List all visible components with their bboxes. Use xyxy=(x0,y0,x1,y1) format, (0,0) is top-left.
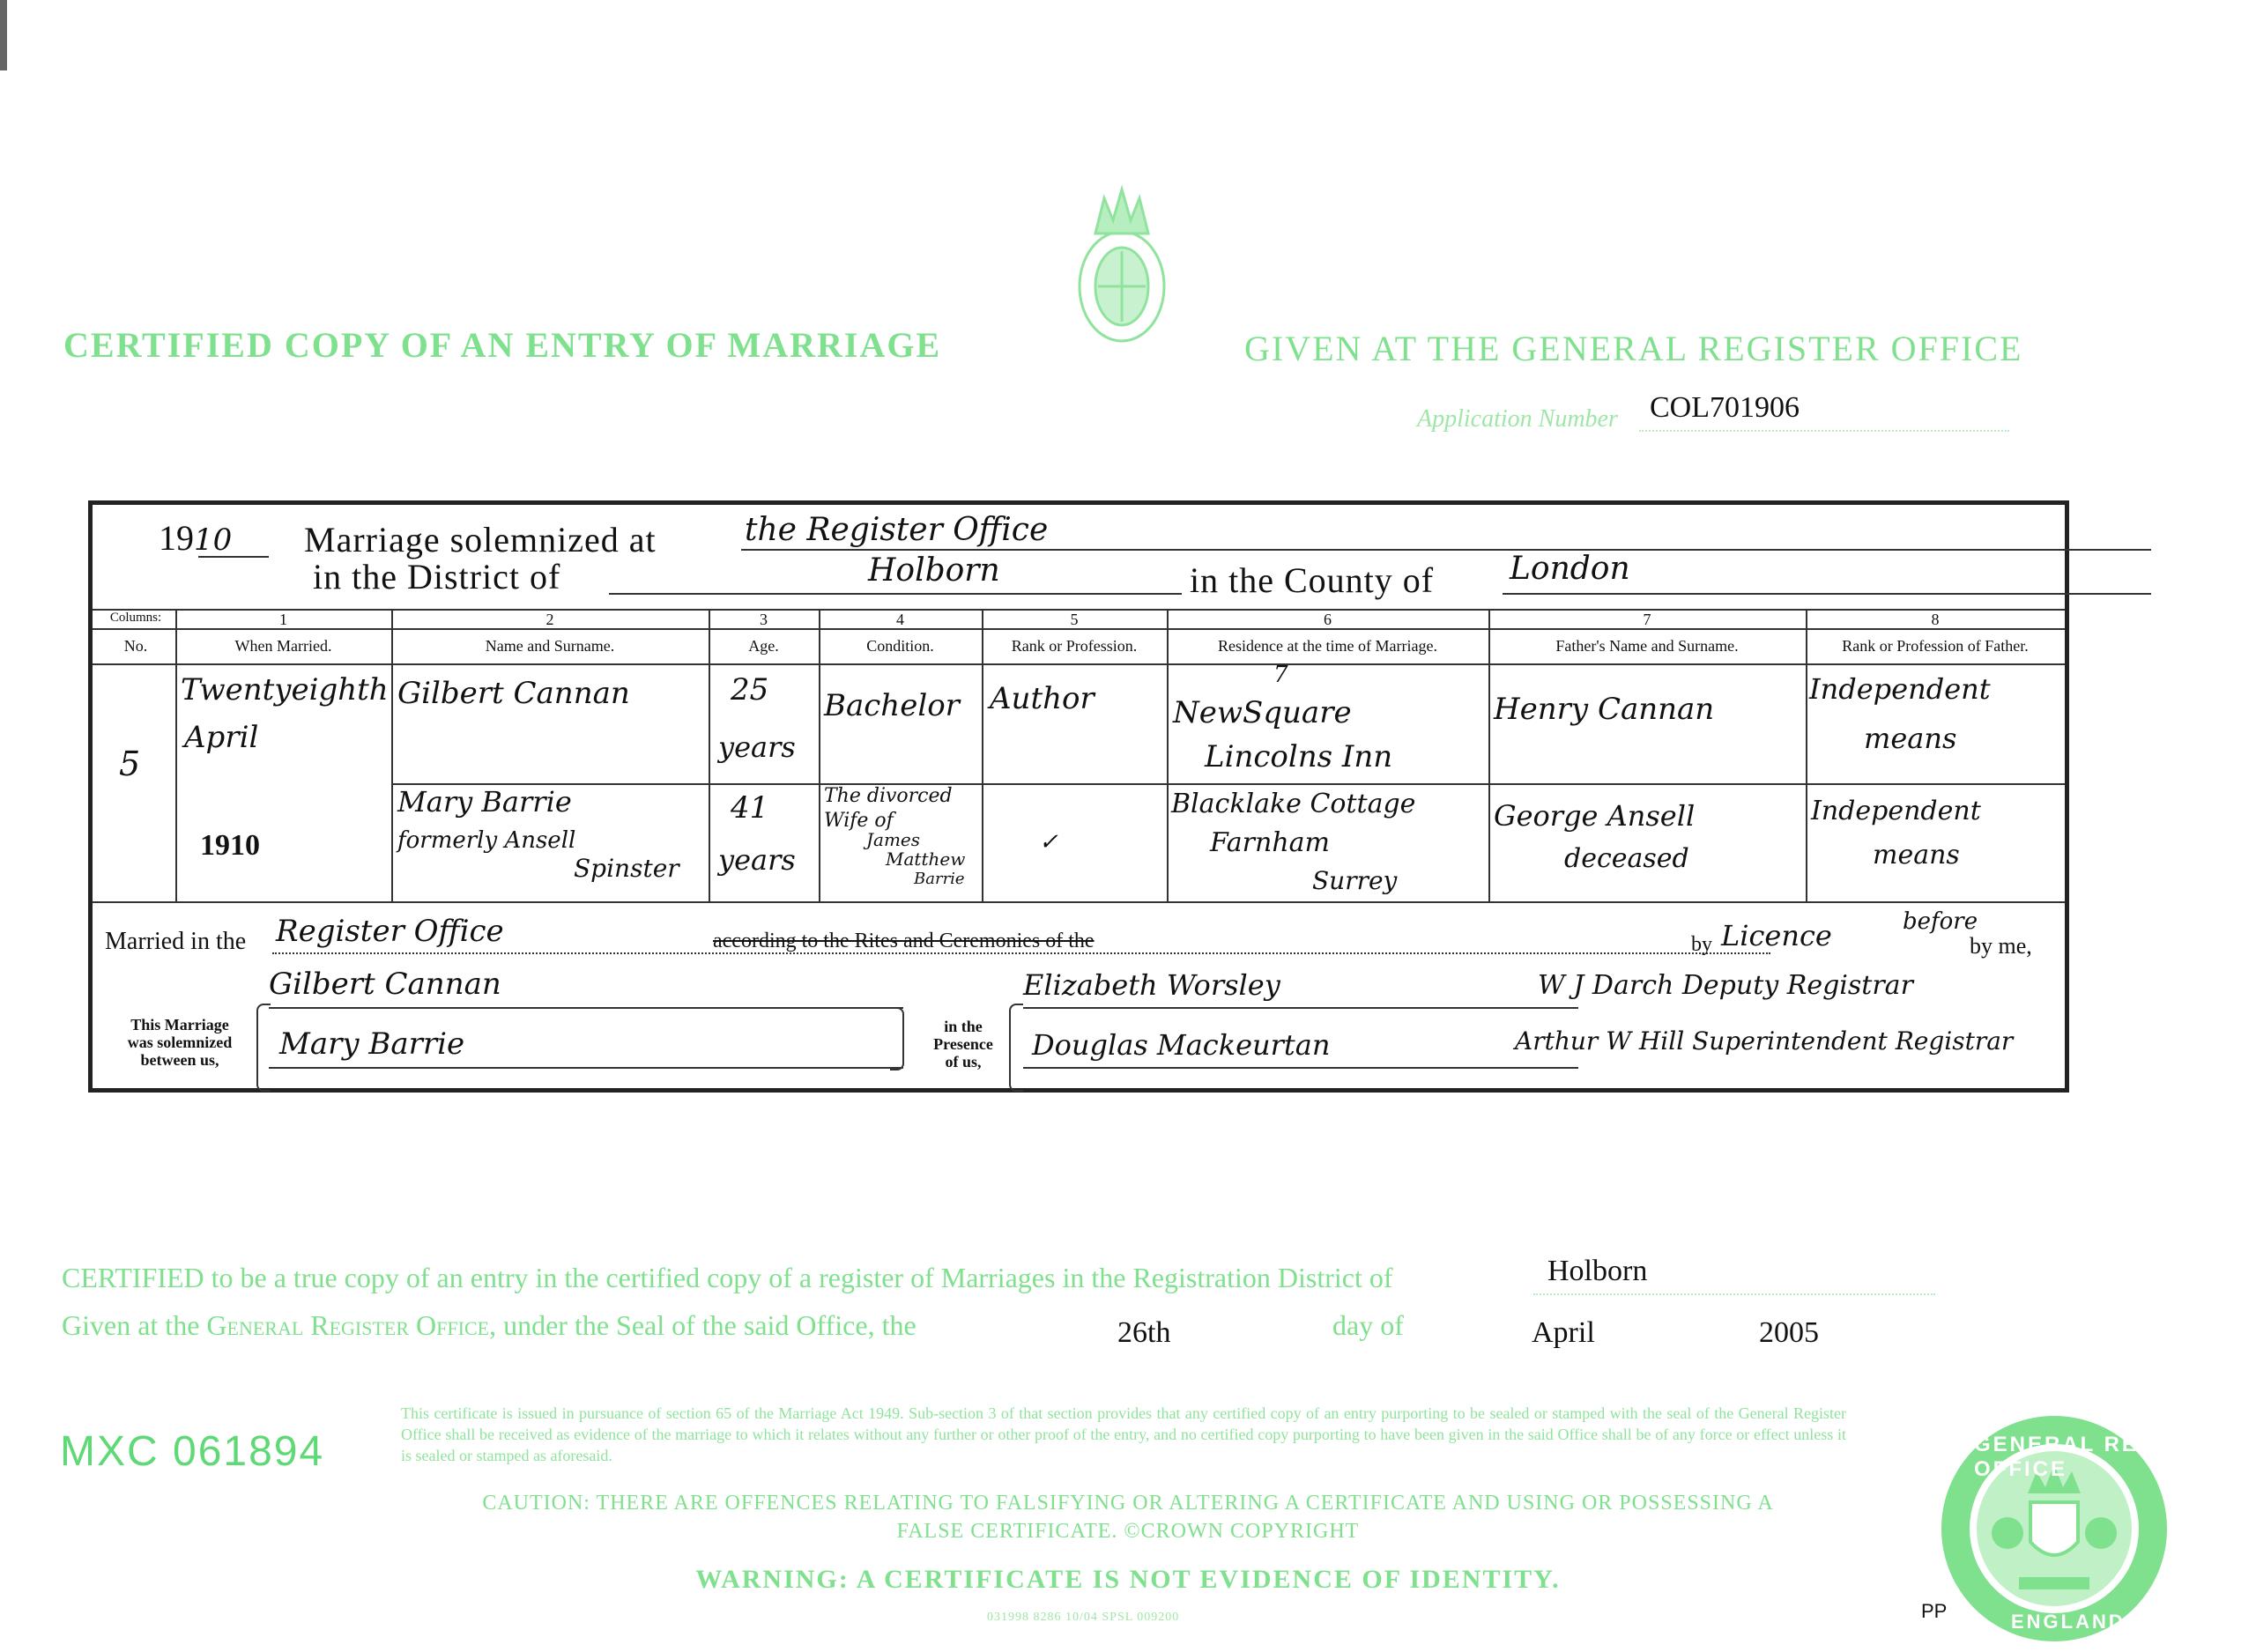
when-married-day: Twentyeighth xyxy=(181,672,389,707)
bride-condition-3: James xyxy=(866,829,921,850)
bride-condition-5: Barrie xyxy=(914,870,965,888)
county-line xyxy=(1503,593,2151,595)
bride-status: Spinster xyxy=(574,854,679,883)
bride-residence-3: Surrey xyxy=(1312,866,1398,895)
solemnized-at-value: the Register Office xyxy=(745,512,1049,548)
identity-warning: WARNING: A CERTIFICATE IS NOT EVIDENCE OF IDENTITY. xyxy=(695,1565,1561,1594)
certification-statement: CERTIFIED to be a true copy of an entry in the certified copy of a register of Marriages in the Registration District of xyxy=(62,1262,1393,1293)
solemnized-between-label xyxy=(105,1016,255,1069)
year-label xyxy=(159,517,232,559)
witness-2-signature: Douglas Mackeurtan xyxy=(1032,1028,1331,1062)
party-2-line xyxy=(269,1067,903,1069)
groom-age: 25 xyxy=(731,672,769,707)
witness-1-line xyxy=(1023,1007,1578,1009)
application-number: COL701906 xyxy=(1650,391,1800,424)
caution-line-2: FALSE CERTIFICATE. ©CROWN COPYRIGHT xyxy=(896,1520,1360,1543)
year-prefix: 19 xyxy=(159,518,194,558)
bride-age: 41 xyxy=(731,790,769,826)
groom-father-profession-1: Independent xyxy=(1809,672,1991,706)
groom-name: Gilbert Cannan xyxy=(397,676,630,711)
by-label: by xyxy=(1691,933,1712,956)
party-1-signature: Gilbert Cannan xyxy=(269,967,501,1002)
solemnized-between-label-2: was solemnized xyxy=(127,1033,233,1051)
groom-profession: Author xyxy=(990,681,1095,716)
witness-1-signature: Elizabeth Worsley xyxy=(1023,968,1280,1002)
solemnized-line xyxy=(741,549,2151,551)
groom-father-profession-2: means xyxy=(1864,722,1957,755)
day-of-label: day of xyxy=(1332,1309,1404,1341)
royal-crest-icon xyxy=(1065,181,1179,361)
given-at-text-a: Given at the xyxy=(62,1309,200,1341)
rites-label: according to the Rites and Ceremonies of the xyxy=(713,930,1095,952)
district-value: Holborn xyxy=(868,552,1000,589)
certificate-serial-number: MXC 061894 xyxy=(60,1428,325,1475)
header-age: Age. xyxy=(748,637,779,655)
by-value: Licence xyxy=(1721,919,1832,952)
bride-condition-1: The divorced xyxy=(824,785,953,807)
seal-text-bottom: ENGLAND xyxy=(2011,1611,2126,1633)
groom-age-unit: years xyxy=(718,730,796,764)
groom-father-name: Henry Cannan xyxy=(1494,692,1715,727)
column-number-1: 1 xyxy=(279,611,287,628)
presence-label xyxy=(919,1018,1007,1070)
application-number-line xyxy=(1639,430,2009,432)
solemnized-at-label: Marriage solemnized at xyxy=(304,520,657,559)
seal-text-top: GENERAL REGISTER OFFICE xyxy=(1974,1433,2234,1481)
bride-father-profession-2: means xyxy=(1873,840,1960,870)
application-number-label: Application Number xyxy=(1417,405,1618,433)
by-me-label: by me, xyxy=(1970,933,2032,959)
header-when-married: When Married. xyxy=(234,637,332,655)
married-in-label: Married in the xyxy=(105,928,247,955)
bride-condition-4: Matthew xyxy=(886,848,966,870)
scan-edge-mark xyxy=(0,0,7,70)
solemnized-between-label-3: between us, xyxy=(140,1051,219,1069)
header-rank: Rank or Profession. xyxy=(1011,637,1138,655)
certification-day: 26th xyxy=(1117,1316,1171,1349)
column-number-5: 5 xyxy=(1070,611,1079,628)
district-label: in the District of xyxy=(313,557,561,596)
district-line xyxy=(609,593,1182,595)
bride-name: Mary Barrie xyxy=(397,785,572,819)
bride-profession-tick: ✓ xyxy=(1039,829,1058,856)
bride-former-name: formerly Ansell xyxy=(397,827,576,854)
given-at-office: General Register Office xyxy=(206,1309,490,1341)
solemnized-between-label-1: This Marriage xyxy=(130,1016,229,1033)
certification-year: 2005 xyxy=(1759,1316,1819,1349)
county-label: in the County of xyxy=(1190,560,1435,600)
year-underline xyxy=(198,556,269,558)
bride-condition-2: Wife of xyxy=(824,810,894,832)
when-married-month: April xyxy=(184,720,259,755)
caution-notice xyxy=(414,1489,1842,1545)
column-number-3: 3 xyxy=(760,611,768,628)
header-condition: Condition. xyxy=(866,637,934,655)
year-suffix: 10 xyxy=(194,522,233,558)
header-name: Name and Surname. xyxy=(485,637,615,655)
when-married-year: 1910 xyxy=(200,829,260,862)
certification-district: Holborn xyxy=(1547,1255,1648,1287)
before-label: before xyxy=(1903,908,1978,935)
legal-notice: This certificate is issued in pursuance of section 65 of the Marriage Act 1949. Sub-section 3 of that section provides that any certified copy of an entry purporting to be sealed or stamped with the seal of the General Register Office shall be received as evidence of the marriage to which it relates without any further or other proof of the entry, and no certified copy purporting to have been given in the said Office shall be of any force or effect unless it is sealed or stamped as aforesaid. xyxy=(401,1404,1846,1464)
party-bracket xyxy=(256,1004,271,1092)
column-number-2: 2 xyxy=(545,611,554,628)
column-number-8: 8 xyxy=(1931,611,1940,628)
married-in-value: Register Office xyxy=(276,914,504,949)
caution-line-1: CAUTION: THERE ARE OFFENCES RELATING TO FALSIFYING OR ALTERING A CERTIFICATE AND USING OR POSSESSING A xyxy=(482,1492,1774,1515)
groom-residence-area: Lincolns Inn xyxy=(1205,739,1393,774)
bride-father-profession-1: Independent xyxy=(1811,796,1981,826)
certificate-title: CERTIFIED COPY OF AN ENTRY OF MARRIAGE xyxy=(63,325,942,365)
groom-condition: Bachelor xyxy=(824,688,960,723)
certification-month: April xyxy=(1532,1316,1595,1349)
given-at-text-c: , under the Seal of the said Office, the xyxy=(489,1309,916,1341)
marriage-register-entry xyxy=(88,500,2069,1093)
registrar-1-signature: W J Darch Deputy Registrar xyxy=(1538,970,1913,1001)
groom-residence-street: NewSquare xyxy=(1173,695,1352,730)
given-at-heading: GIVEN AT THE GENERAL REGISTER OFFICE xyxy=(1244,329,2023,368)
party-1-line xyxy=(269,1007,903,1009)
presence-label-2: Presence xyxy=(933,1035,993,1053)
bride-age-unit: years xyxy=(718,843,796,877)
columns-label: Columns: xyxy=(109,611,162,625)
county-value: London xyxy=(1510,551,1630,587)
party-2-signature: Mary Barrie xyxy=(279,1026,465,1062)
registrar-2-signature: Arthur W Hill Superintendent Registrar xyxy=(1515,1026,2014,1056)
bride-father-name: George Ansell xyxy=(1494,799,1696,833)
bride-father-deceased: deceased xyxy=(1564,843,1689,874)
column-number-6: 6 xyxy=(1324,611,1332,628)
clerk-initials: PP xyxy=(1921,1600,1948,1622)
header-residence: Residence at the time of Marriage. xyxy=(1218,637,1437,655)
bride-residence-2: Farnham xyxy=(1210,827,1330,858)
column-number-7: 7 xyxy=(1643,611,1651,628)
bride-residence-1: Blacklake Cottage xyxy=(1171,789,1416,819)
witness-2-line xyxy=(1023,1067,1578,1069)
header-father-name: Father's Name and Surname. xyxy=(1555,637,1739,655)
presence-label-3: of us, xyxy=(945,1053,982,1070)
groom-residence-number: 7 xyxy=(1273,662,1288,688)
column-number-4: 4 xyxy=(896,611,904,628)
entry-number: 5 xyxy=(119,745,141,783)
form-codes: 031998 8286 10/04 SPSL 009200 xyxy=(987,1611,1180,1624)
header-father-rank: Rank or Profession of Father. xyxy=(1842,637,2029,655)
presence-label-1: in the xyxy=(944,1018,983,1035)
header-no: No. xyxy=(123,637,148,655)
given-at-statement xyxy=(62,1309,916,1342)
